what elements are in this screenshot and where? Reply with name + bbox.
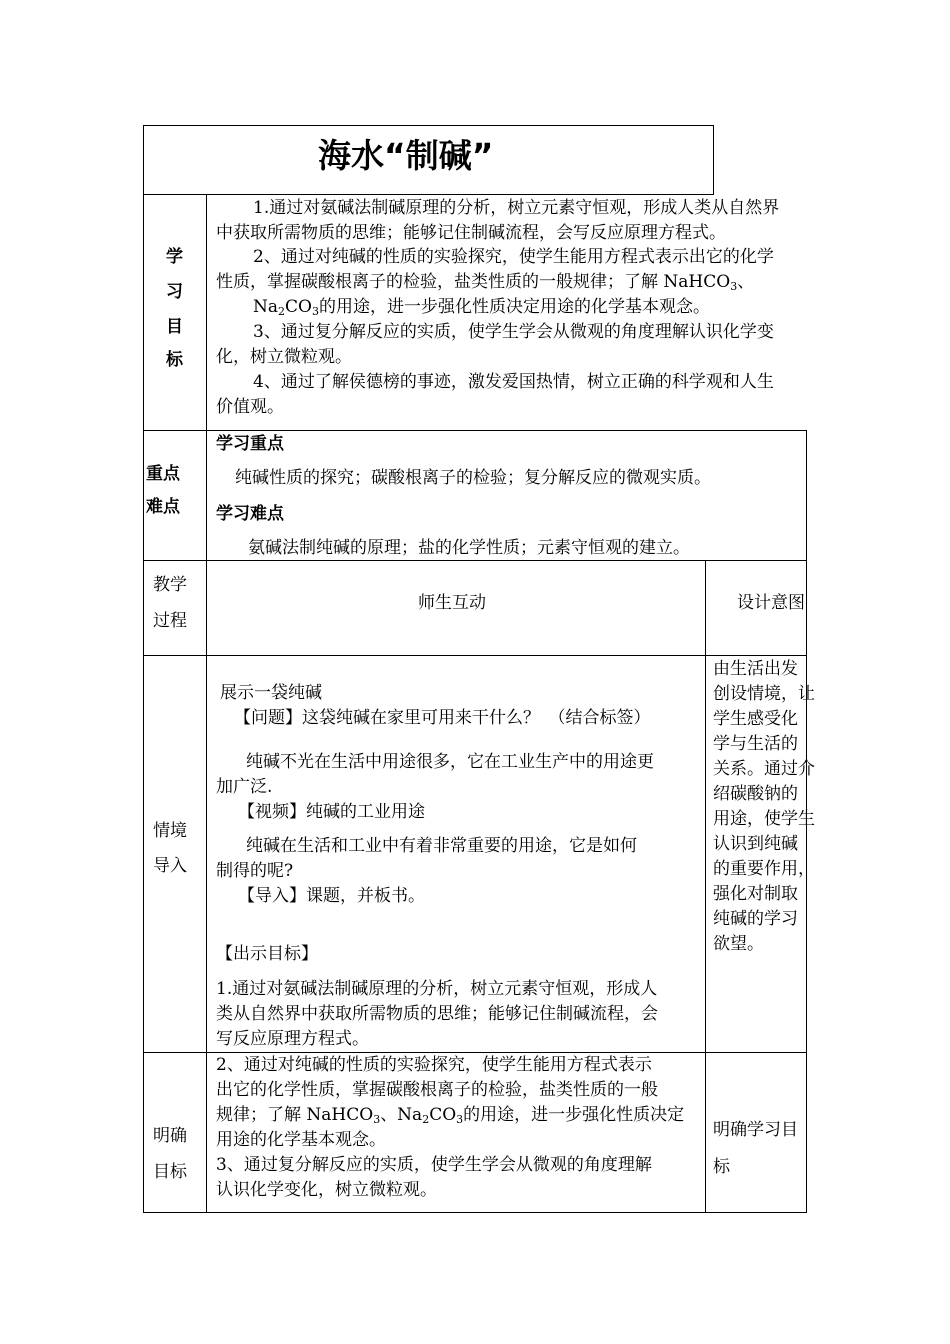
intent-header: 设计意图 xyxy=(737,593,805,613)
difficulty-heading: 学习难点 xyxy=(216,504,284,524)
focus-text: 纯碱性质的探究；碳酸根离子的检验；复分解反应的微观实质。 xyxy=(235,468,711,488)
interaction-header: 师生互动 xyxy=(418,593,486,613)
focus-heading: 学习重点 xyxy=(216,434,284,454)
page-title: 海水“制碱” xyxy=(318,136,494,175)
difficulty-text: 氨碱法制纯碱的原理；盐的化学性质；元素守恒观的建立。 xyxy=(248,538,690,558)
